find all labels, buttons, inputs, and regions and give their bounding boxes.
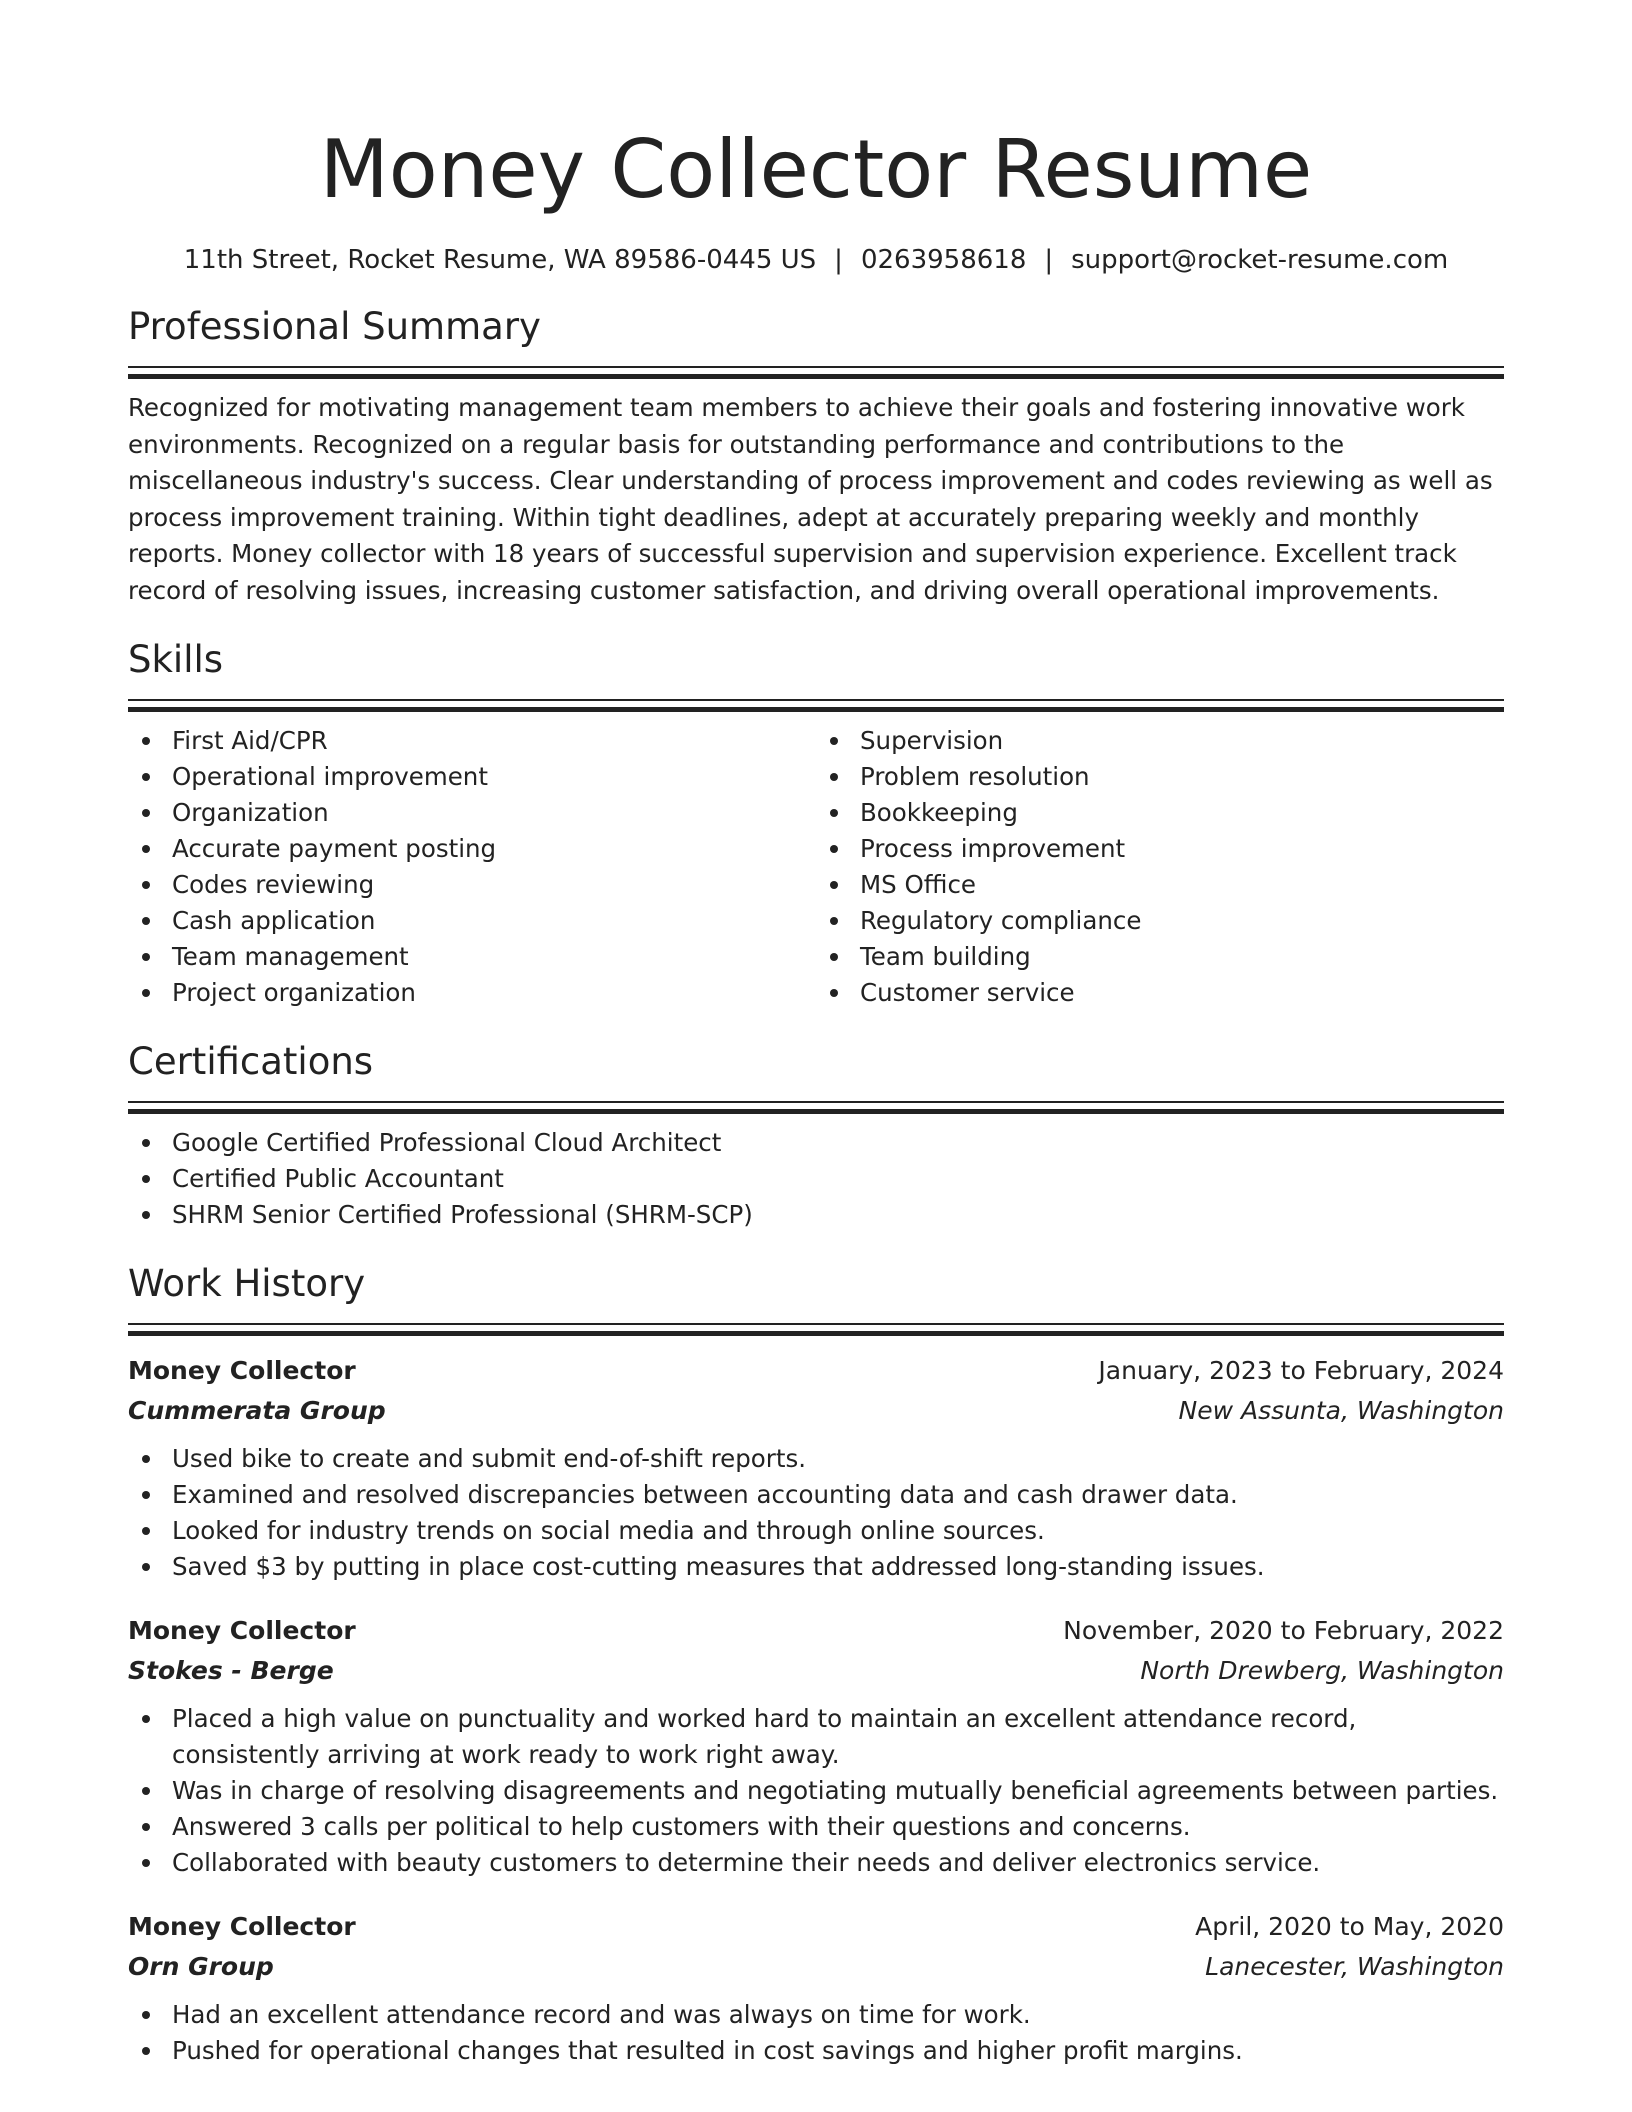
contact-email: support@rocket-resume.com [1071,245,1449,275]
job-location: North Drewberg, Washington [1140,1656,1504,1685]
job-bullet: Answered 3 calls per political to help customers with their questions and concerns. [128,1809,1504,1845]
skill-item: Project organization [128,975,816,1011]
job-dates: November, 2020 to February, 2022 [1063,1616,1504,1645]
skill-item: Operational improvement [128,759,816,795]
skill-item: Problem resolution [816,759,1504,795]
job-location: New Assunta, Washington [1178,1396,1504,1425]
certification-item: SHRM Senior Certified Professional (SHRM-SCP) [128,1197,1504,1233]
contact-separator: | [1044,245,1054,275]
certifications-list [128,1125,1504,1233]
job-company: Stokes - Berge [128,1656,334,1685]
job-bullet: Was in charge of resolving disagreements and negotiating mutually beneficial agreements between parties. [128,1773,1504,1809]
skills-grid [128,723,1504,1011]
job-bullet: Used bike to create and submit end-of-shift reports. [128,1441,1504,1477]
section-divider [128,699,1504,711]
skill-item: MS Office [816,867,1504,903]
job-dates: January, 2023 to February, 2024 [1098,1356,1504,1385]
skill-item: Team building [816,939,1504,975]
skill-item: Cash application [128,903,816,939]
section-divider [128,1323,1504,1335]
job-bullets [128,1701,1504,1881]
job-title: Money Collector [128,1912,356,1941]
skill-item: First Aid/CPR [128,723,816,759]
job-bullet: Pushed for operational changes that resulted in cost savings and higher profit margins. [128,2033,1504,2069]
job-title: Money Collector [128,1356,356,1385]
summary-heading: Professional Summary [128,305,541,348]
job-bullet: Saved $3 by putting in place cost-cutting measures that addressed long-standing issues. [128,1549,1504,1585]
skill-item: Supervision [816,723,1504,759]
skill-item: Organization [128,795,816,831]
resume-title: Money Collector Resume [319,123,1313,216]
skills-heading: Skills [128,638,224,681]
contact-separator: | [834,245,843,275]
job-location: Lanecester, Washington [1205,1952,1504,1981]
skill-item: Process improvement [816,831,1504,867]
skill-item: Regulatory compliance [816,903,1504,939]
job-entry [128,1907,1504,2069]
skill-item: Customer service [816,975,1504,1011]
skill-item: Codes reviewing [128,867,816,903]
section-divider [128,1101,1504,1113]
job-bullet: Examined and resolved discrepancies between accounting data and cash drawer data. [128,1477,1504,1513]
summary-text: Recognized for motivating management team members to achieve their goals and fostering innovative work environments. Recognized on a regular basis for outstanding performance and contributions to the miscellaneous industry's success. Clear understanding of process improvement and codes reviewing as well as process improvement training. Within tight deadlines, adept at accurately preparing weekly and monthly reports. Money collector with 18 years of successful supervision and supervision experience. Excellent track record of resolving issues, increasing customer satisfaction, and driving overall operational improvements. [128,393,1493,605]
contact-line [128,242,1504,278]
job-bullets [128,1997,1504,2069]
job-title: Money Collector [128,1616,356,1645]
skill-item: Accurate payment posting [128,831,816,867]
job-dates: April, 2020 to May, 2020 [1195,1912,1504,1941]
skills-list-left [128,723,816,1011]
job-entry [128,1611,1504,1881]
skill-item: Team management [128,939,816,975]
job-company: Orn Group [128,1952,274,1981]
job-bullet: Placed a high value on punctuality and worked hard to maintain an excellent attendance record, consistently arriving at work ready to work right away. [128,1701,1504,1773]
job-bullet: Had an excellent attendance record and was always on time for work. [128,1997,1504,2033]
job-entry [128,1351,1504,1585]
skill-item: Bookkeeping [816,795,1504,831]
job-bullet: Collaborated with beauty customers to determine their needs and deliver electronics service. [128,1845,1504,1881]
job-bullets [128,1441,1504,1585]
section-divider [128,366,1504,378]
certification-item: Google Certified Professional Cloud Architect [128,1125,1504,1161]
contact-phone: 0263958618 [860,245,1027,275]
job-bullet: Looked for industry trends on social media and through online sources. [128,1513,1504,1549]
job-company: Cummerata Group [128,1396,386,1425]
contact-address: 11th Street, Rocket Resume, WA 89586-0445 US [183,245,817,275]
certifications-heading: Certifications [128,1040,374,1083]
certification-item: Certified Public Accountant [128,1161,1504,1197]
skills-list-right [816,723,1504,1011]
work-history-heading: Work History [128,1262,366,1305]
